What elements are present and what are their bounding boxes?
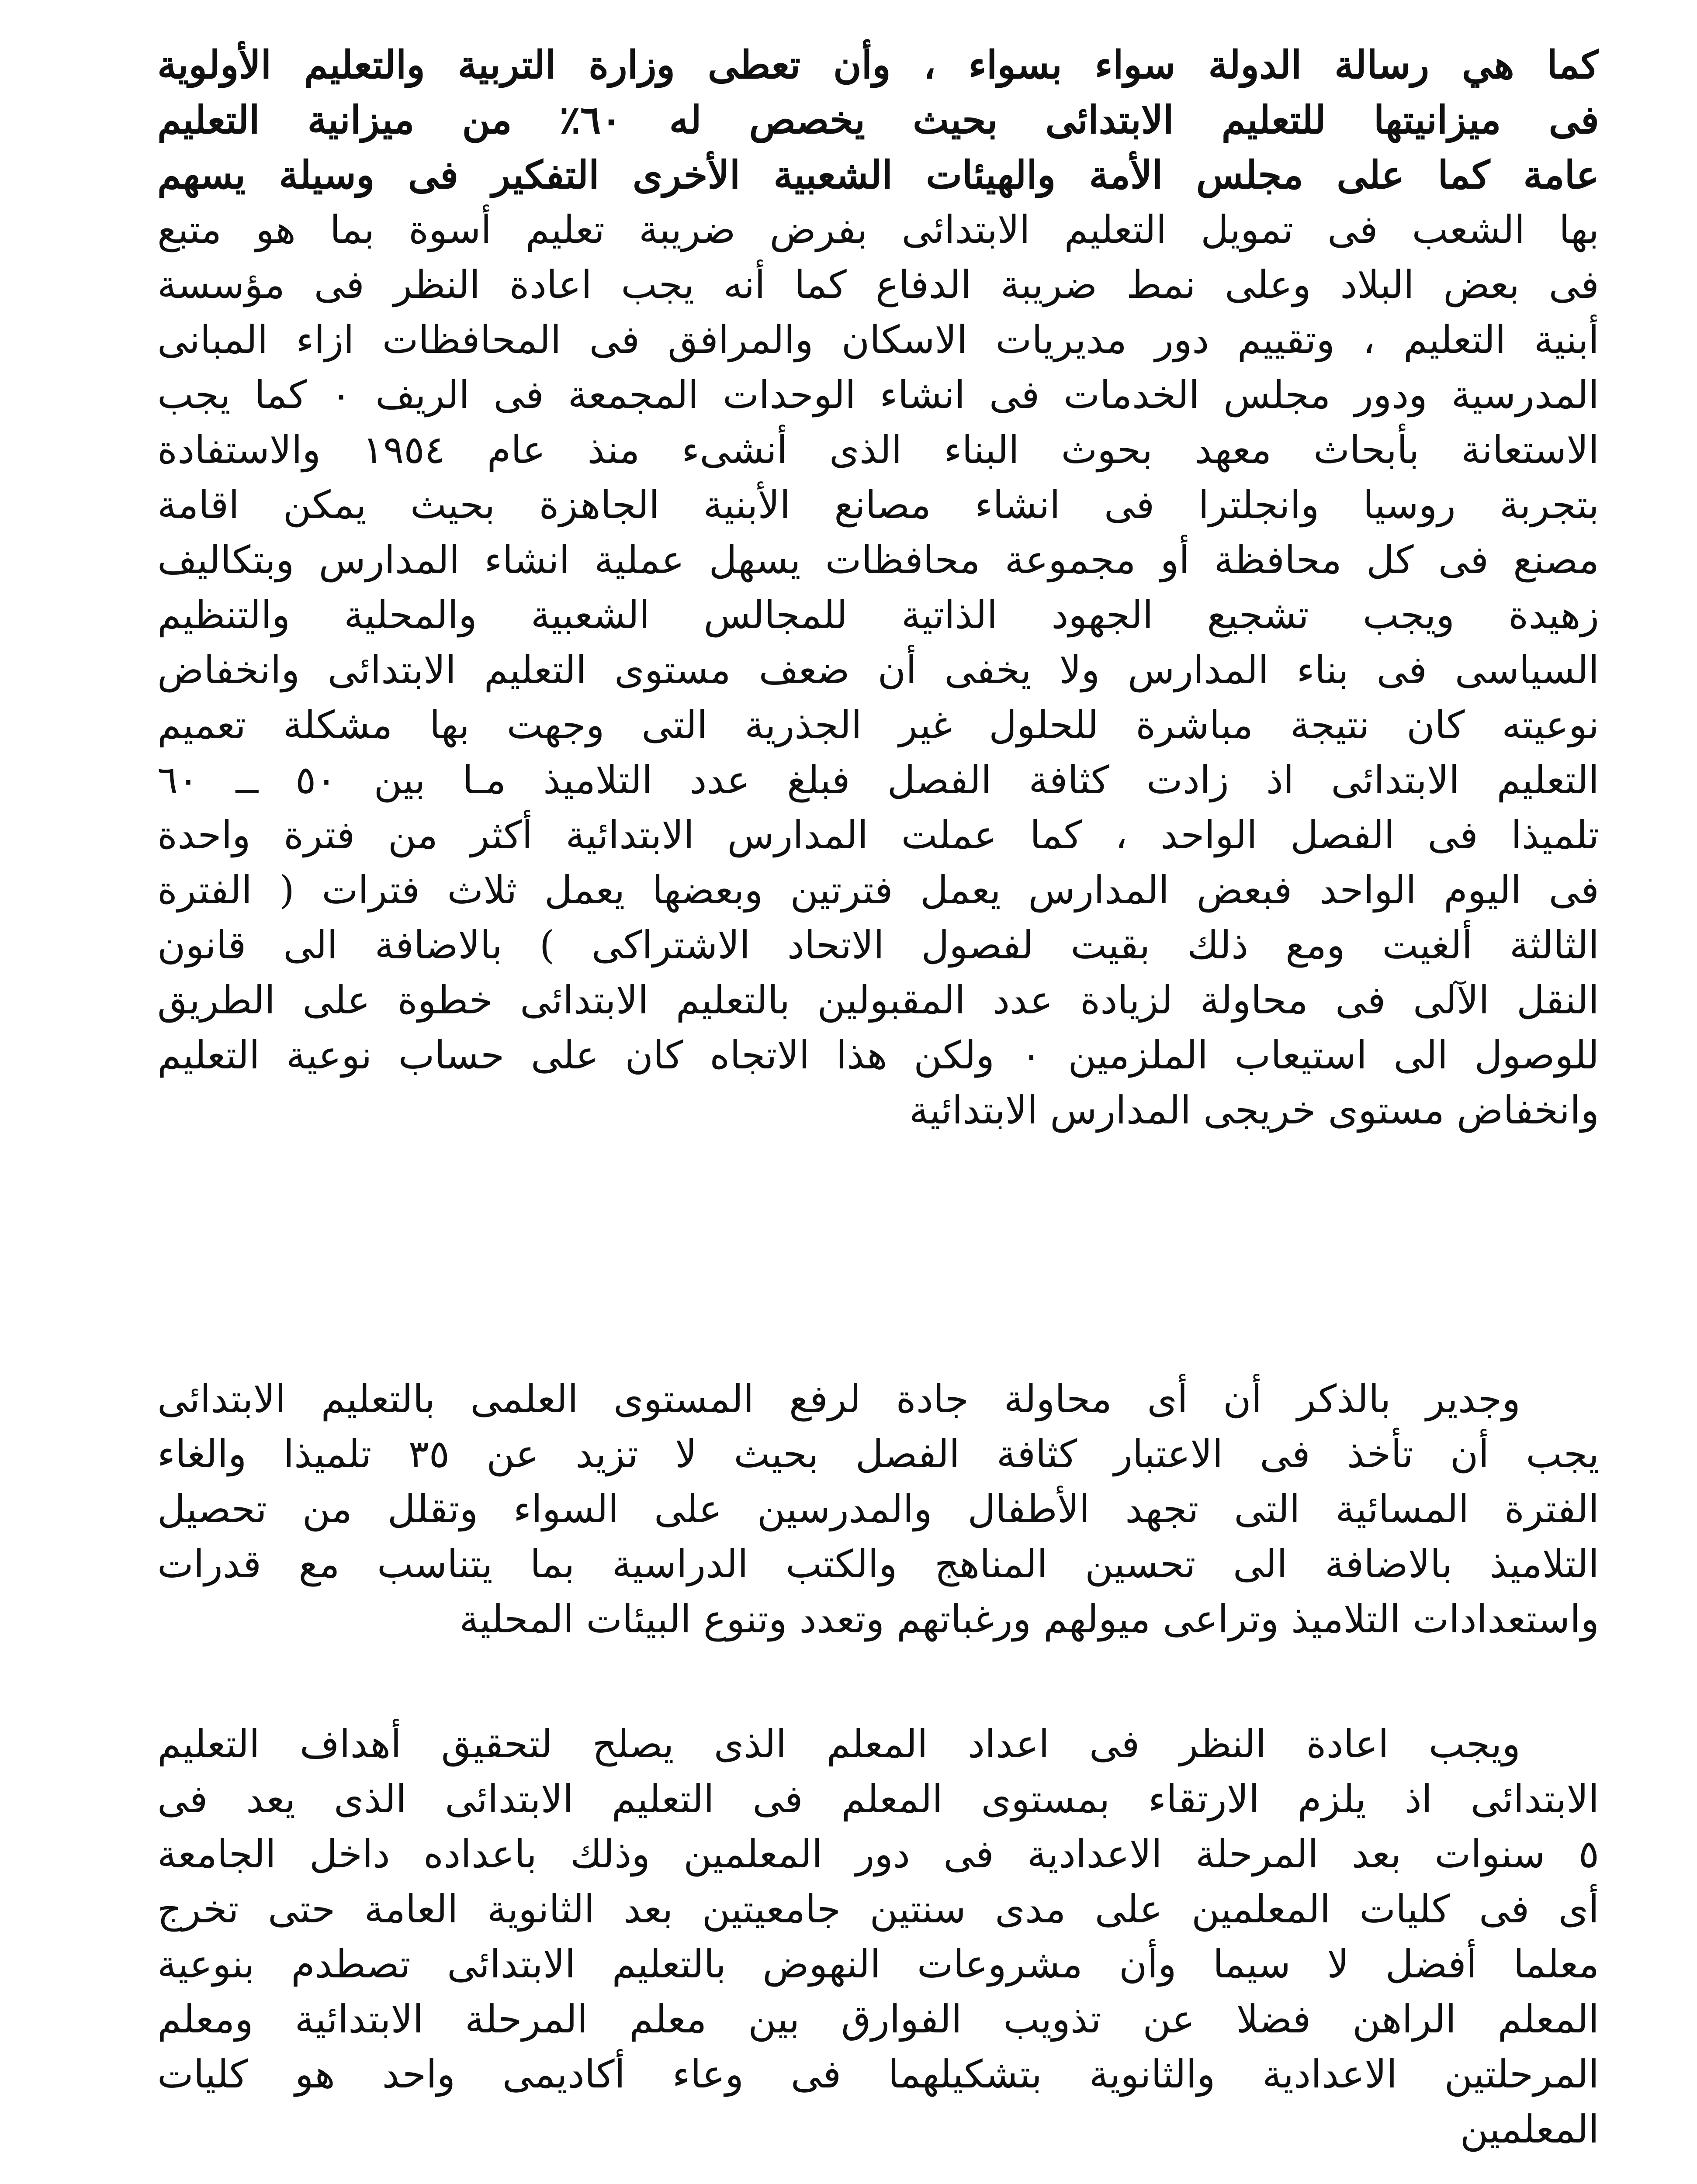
text-line: المعلم الراهن فضلا عن تذويب الفوارق بين معلم المرحلة الابتدائية ومعلم xyxy=(157,1997,1599,2042)
text-line: أبنية التعليم ، وتقييم دور مديريات الاسكان والمرافق فى المحافظات ازاء المبانى xyxy=(157,317,1599,362)
text-line: نوعيته كان نتيجة مباشرة للحلول غير الجذرية التى وجهت بها مشكلة تعميم xyxy=(157,702,1599,747)
text-line: ٥ سنوات بعد المرحلة الاعدادية فى دور المعلمين وذلك باعداده داخل الجامعة xyxy=(157,1832,1599,1876)
text-line: بها الشعب فى تمويل التعليم الابتدائى بفرض ضريبة تعليم أسوة بما هو متبع xyxy=(157,207,1599,252)
text-line: الفترة المسائية التى تجهد الأطفال والمدرسين على السواء وتقلل من تحصيل xyxy=(157,1486,1599,1531)
text-line: ويجب اعادة النظر فى اعداد المعلم الذى يصلح لتحقيق أهداف التعليم xyxy=(157,1721,1520,1766)
text-line: للوصول الى استيعاب الملزمين ٠ ولكن هذا الاتجاه كان على حساب نوعية التعليم xyxy=(157,1033,1599,1078)
text-line: فى اليوم الواحد فبعض المدارس يعمل فترتين وبعضها يعمل ثلاث فترات ( الفترة xyxy=(157,867,1599,912)
text-line: بتجربة روسيا وانجلترا فى انشاء مصانع الأبنية الجاهزة بحيث يمكن اقامة xyxy=(157,482,1599,527)
text-line: وانخفاض مستوى خريجى المدارس الابتدائية xyxy=(909,1088,1599,1133)
paragraph-teacher-preparation xyxy=(157,1717,1599,2157)
text-line: واستعدادات التلاميذ وتراعى ميولهم ورغباتهم وتعدد وتنوع البيئات المحلية xyxy=(459,1597,1599,1641)
text-line: السياسى فى بناء المدارس ولا يخفى أن ضعف مستوى التعليم الابتدائى وانخفاض xyxy=(157,647,1599,692)
text-line: أى فى كليات المعلمين على مدى سنتين جامعيتين بعد الثانوية العامة حتى تخرج xyxy=(157,1887,1599,1932)
text-line: النقل الآلى فى محاولة لزيادة عدد المقبولين بالتعليم الابتدائى خطوة على الطريق xyxy=(157,978,1599,1023)
text-line: معلما أفضل لا سيما وأن مشروعات النهوض بالتعليم الابتدائى تصطدم بنوعية xyxy=(157,1942,1599,1987)
text-line: التلاميذ بالاضافة الى تحسين المناهج والكتب الدراسية بما يتناسب مع قدرات xyxy=(157,1541,1599,1586)
text-line: كما هي رسالة الدولة سواء بسواء ، وأن تعطى وزارة التربية والتعليم الأولوية xyxy=(157,42,1599,87)
text-line: الابتدائى اذ يلزم الارتقاء بمستوى المعلم فى التعليم الابتدائى الذى يعد فى xyxy=(157,1776,1599,1821)
text-line: المرحلتين الاعدادية والثانوية بتشكيلهما فى وعاء أكاديمى واحد هو كليات xyxy=(157,2052,1599,2097)
text-line: فى ميزانيتها للتعليم الابتدائى بحيث يخصص له ٦٠٪ من ميزانية التعليم xyxy=(157,97,1599,142)
text-line: المدرسية ودور مجلس الخدمات فى انشاء الوحدات المجمعة فى الريف ٠ كما يجب xyxy=(157,372,1599,417)
text-line: مصنع فى كل محافظة أو مجموعة محافظات يسهل عملية انشاء المدارس وبتكاليف xyxy=(157,537,1599,582)
text-line: تلميذا فى الفصل الواحد ، كما عملت المدارس الابتدائية أكثر من فترة واحدة xyxy=(157,812,1599,857)
paragraph-primary-education-funding xyxy=(157,37,1599,1138)
text-line: فى بعض البلاد وعلى نمط ضريبة الدفاع كما أنه يجب اعادة النظر فى مؤسسة xyxy=(157,262,1599,307)
text-line: الاستعانة بأبحاث معهد بحوث البناء الذى أنشىء منذ عام ١٩٥٤ والاستفادة xyxy=(157,427,1599,472)
text-line: التعليم الابتدائى اذ زادت كثافة الفصل فبلغ عدد التلاميذ مـا بين ٥٠ ــ ٦٠ xyxy=(157,757,1599,802)
text-line: المعلمين xyxy=(1460,2107,1599,2152)
text-line: يجب أن تأخذ فى الاعتبار كثافة الفصل بحيث لا تزيد عن ٣٥ تلميذا والغاء xyxy=(157,1431,1599,1476)
text-line: زهيدة ويجب تشجيع الجهود الذاتية للمجالس الشعبية والمحلية والتنظيم xyxy=(157,592,1599,637)
paragraph-class-density xyxy=(157,1372,1599,1647)
text-line: عامة كما على مجلس الأمة والهيئات الشعبية الأخرى التفكير فى وسيلة يسهم xyxy=(157,152,1599,197)
text-line: الثالثة ألغيت ومع ذلك بقيت لفصول الاتحاد الاشتراكى ) بالاضافة الى قانون xyxy=(157,923,1599,968)
text-line: وجدير بالذكر أن أى محاولة جادة لرفع المستوى العلمى بالتعليم الابتدائى xyxy=(157,1376,1520,1421)
